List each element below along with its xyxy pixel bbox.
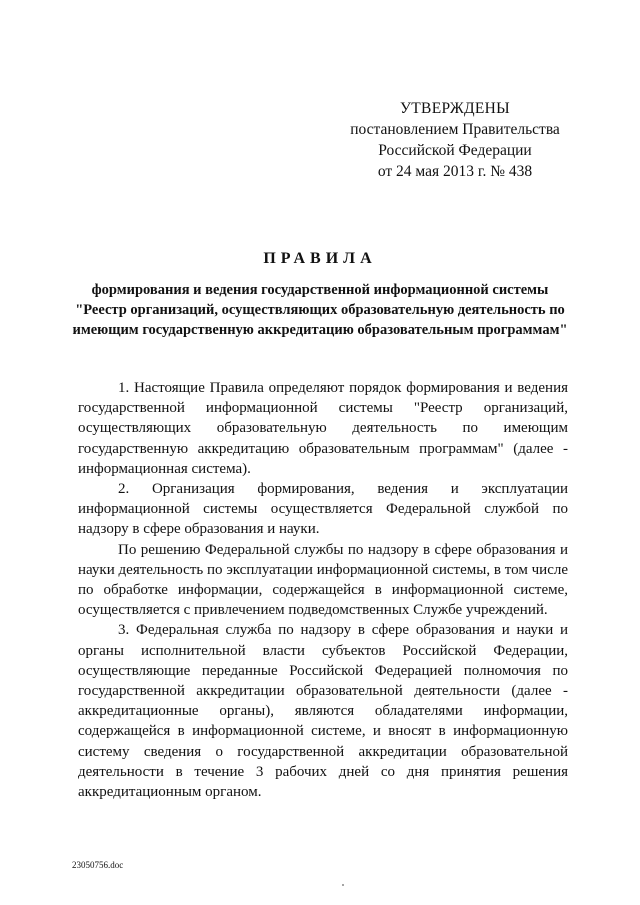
paragraph-2-continuation: По решению Федеральной службы по надзору в сфере образования и науки деятельность по эксплуатации информационной системы, в том числе по обработке информации, содержащейся в информационной системе, осуществляется с привлечением подведомственных Службе учреждений. (78, 541, 568, 619)
paragraph-3: 3. Федеральная служба по надзору в сфере образования и науки и органы исполнительной власти субъектов Российской Федерации, осуществляющие переданные Российской Федерацией полномочия по государственной аккредитации образовательной деятельности (далее - аккредитационные органы), являются обладателями информации, содержащейся в информационной системе, и вносят в информационную систему сведения о государственной аккредитации образовательной деятельности в течение 3 рабочих дней со дня принятия решения аккредитационным органом. (78, 622, 568, 801)
scan-speck (342, 884, 344, 886)
paragraph-1: 1. Настоящие Правила определяют порядок формирования и ведения государственной информационной системы "Реестр организаций, осуществляющих образовательную деятельность по имеющим государственную аккредитацию образовательным программам" (далее - информационная система). (78, 380, 568, 477)
approval-line-resolution: постановлением Правительства (350, 121, 560, 138)
approval-heading: УТВЕРЖДЕНЫ (400, 100, 510, 117)
document-body (78, 378, 568, 802)
document-title-block (70, 250, 570, 340)
approval-stamp (330, 98, 580, 182)
approval-line-date-number: от 24 мая 2013 г. № 438 (377, 163, 533, 180)
document-file-code: 23050756.doc (72, 860, 124, 870)
approval-line-federation: Российской Федерации (378, 142, 532, 159)
document-title: ПРАВИЛА (263, 250, 377, 267)
paragraph-2: 2. Организация формирования, ведения и эксплуатации информационной системы осуществляется Федеральной службой по надзору в сфере образования и науки. (78, 481, 568, 538)
document-subtitle: формирования и ведения государственной информационной системы "Реестр организаций, осуществляющих образовательную деятельность по имеющим государственную аккредитацию образовательным программам" (72, 282, 568, 338)
